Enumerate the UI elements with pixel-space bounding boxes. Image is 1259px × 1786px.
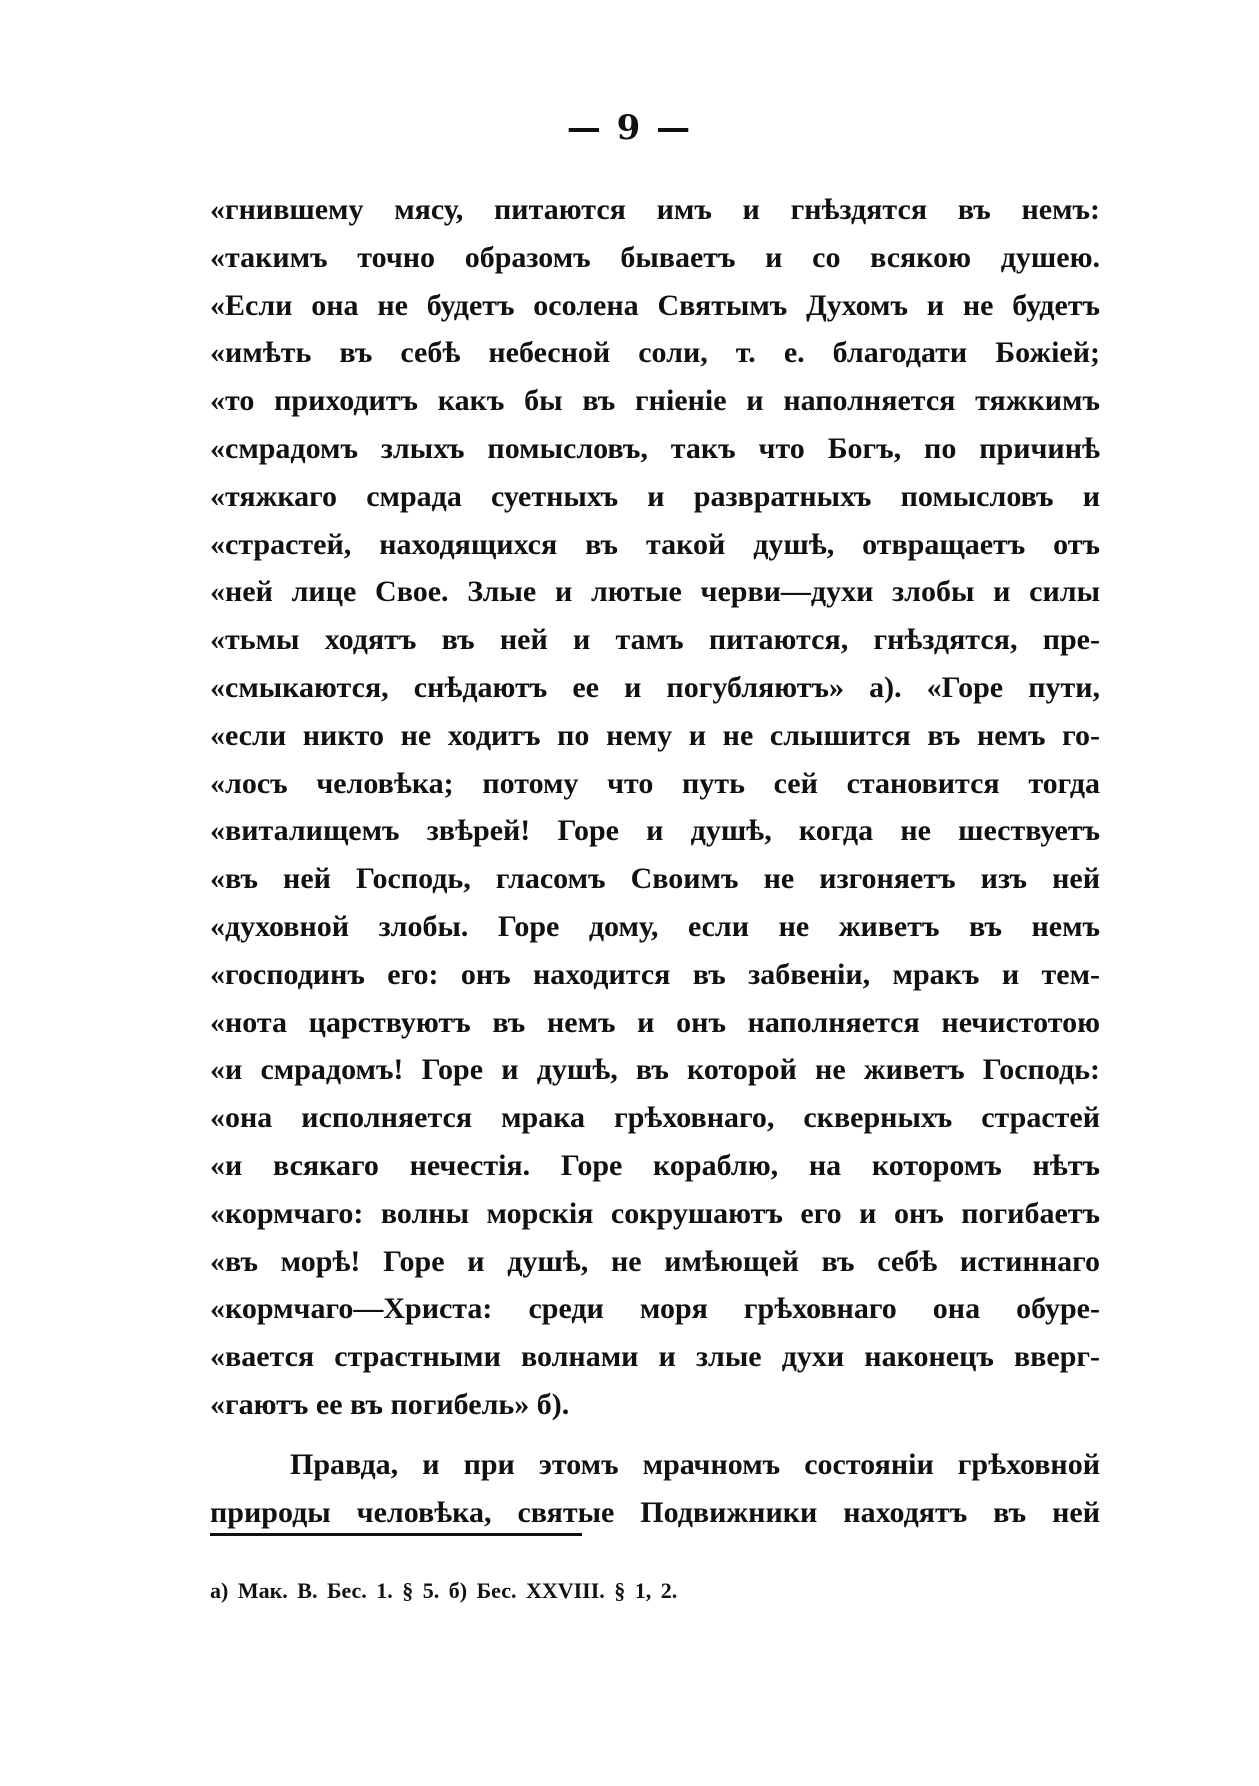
text-line: «если никто не ходитъ по нему и не слышится въ немъ го- (210, 718, 1100, 752)
text-line: «ней лице Свое. Злые и лютые черви—духи злобы и силы (210, 575, 1100, 609)
text-line: «имѣть въ себѣ небесной соли, т. е. благодати Божiей; (210, 336, 1100, 370)
text-line: «то приходитъ какъ бы въ гнiенiе и наполняется тяжкимъ (210, 384, 1100, 418)
text-line: «лосъ человѣка; потому что путь сей становится тогда (210, 766, 1100, 800)
text-line: «гаютъ ее въ погибель» б). (210, 1387, 570, 1421)
text-line: «вается страстными волнами и злые духи наконецъ вверг- (210, 1340, 1100, 1374)
main-text (210, 186, 1100, 1536)
paragraph-2 (210, 1441, 1100, 1537)
text-line: «виталищемъ звѣрей! Горе и душѣ, когда не шествуетъ (210, 814, 1100, 848)
text-line: «въ морѣ! Горе и душѣ, не имѣющей въ себѣ истиннаго (210, 1244, 1100, 1278)
footnote-divider (210, 1533, 582, 1536)
text-line: «страстей, находящихся въ такой душѣ, отвращаетъ отъ (210, 527, 1100, 561)
text-line: «кормчаго: волны морскiя сокрушаютъ его и онъ погибаетъ (210, 1196, 1100, 1230)
text-line: «господинъ его: онъ находится въ забвенiи, мракъ и тем- (210, 957, 1100, 991)
text-line: «тьмы ходятъ въ ней и тамъ питаются, гнѣздятся, пре- (210, 623, 1100, 657)
text-line: «кормчаго—Христа: среди моря грѣховнаго она обуре- (210, 1292, 1100, 1326)
text-line: природы человѣка, святые Подвижники находятъ въ ней (210, 1495, 1100, 1529)
paragraph-gap (210, 1429, 1100, 1441)
text-line: «такимъ точно образомъ бываетъ и со всякою душею. (210, 240, 1100, 274)
page-number: — 9 — (566, 108, 693, 148)
text-line: «смыкаются, снѣдаютъ ее и погубляютъ» а). «Горе пути, (210, 670, 1100, 704)
text-line: «и всякаго нечестiя. Горе кораблю, на которомъ нѣтъ (210, 1148, 1100, 1182)
text-line: «нота царствуютъ въ немъ и онъ наполняется нечистотою (210, 1005, 1100, 1039)
text-line: «въ ней Господь, гласомъ Своимъ не изгоняетъ изъ ней (210, 862, 1100, 896)
text-line: Правда, и при этомъ мрачномъ состоянiи грѣховной (290, 1447, 1100, 1481)
text-line: «духовной злобы. Горе дому, если не живетъ въ немъ (210, 909, 1100, 943)
text-line: «гнившему мясу, питаются имъ и гнѣздятся въ немъ: (210, 193, 1100, 226)
footnote: а) Мак. В. Бес. 1. § 5. б) Бес. XXVIII. § 1, 2. (210, 1578, 678, 1603)
text-line: «и смрадомъ! Горе и душѣ, въ которой не живетъ Господь: (210, 1053, 1100, 1087)
text-line: «тяжкаго смрада суетныхъ и развратныхъ помысловъ и (210, 479, 1100, 513)
text-line: «она исполняется мрака грѣховнаго, скверныхъ страстей (210, 1101, 1100, 1135)
text-line: «Если она не будетъ осолена Святымъ Духомъ и не будетъ (210, 288, 1100, 322)
text-line: «смрадомъ злыхъ помысловъ, такъ что Богъ, по причинѣ (210, 431, 1100, 465)
paragraph-1 (210, 186, 1100, 1429)
